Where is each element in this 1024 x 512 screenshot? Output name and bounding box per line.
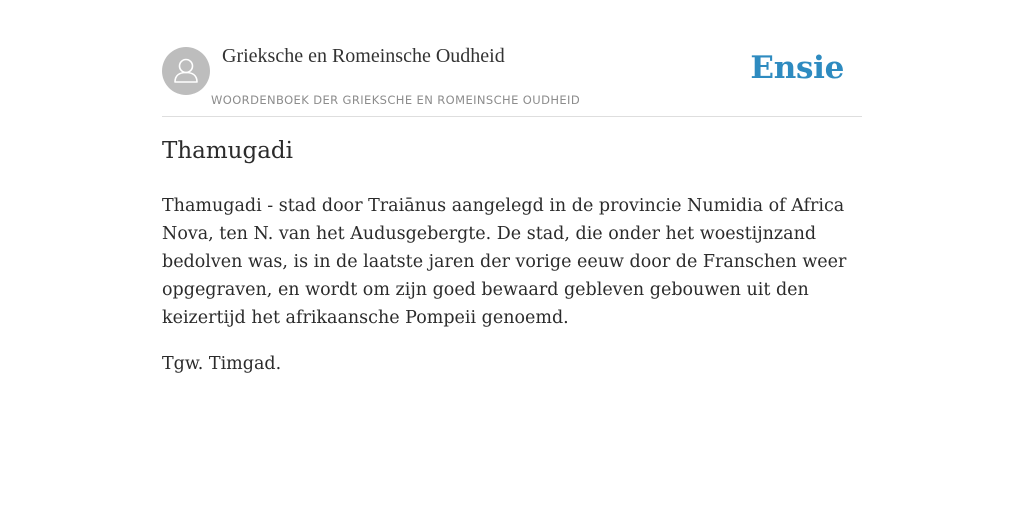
user-icon [162, 47, 210, 95]
entry-body [162, 192, 862, 396]
page-container [162, 0, 862, 374]
header [162, 0, 862, 117]
site-title[interactable]: Grieksche en Romeinsche Oudheid [222, 45, 505, 67]
site-subtitle: WOORDENBOEK DER GRIEKSCHE EN ROMEINSCHE OUDHEID [211, 93, 581, 107]
ensie-logo[interactable]: Ensie [750, 50, 844, 86]
avatar[interactable] [162, 47, 210, 95]
entry-paragraph: Tgw. Timgad. [162, 354, 282, 374]
entry-paragraph: Thamugadi - stad door Traiānus aangelegd in de provincie Numidia of Africa Nova, ten N. van het Audusgebergte. De stad, die onder het woestijnzand bedolven was, is in de laatste jaren der vorige eeuw door de Franschen weer opgegraven, en wordt om zijn goed bewaard gebleven gebouwen uit den keizertijd het afrikaansche Pompeii genoemd. [162, 196, 847, 328]
entry-title: Thamugadi [162, 138, 294, 164]
